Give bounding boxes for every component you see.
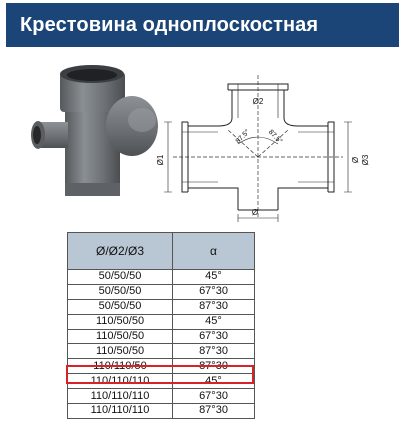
table-row (68, 329, 255, 344)
diameter-cell: 110/110/110 (68, 389, 173, 404)
phi-right-label: Ø (351, 156, 360, 164)
table-header-row (68, 233, 255, 270)
spec-table (67, 232, 255, 419)
diameter-cell: 110/110/110 (68, 374, 173, 389)
table-row (68, 374, 255, 389)
table-row-highlighted (68, 359, 255, 374)
angle-cell: 45° (173, 270, 255, 285)
table-row (68, 314, 255, 329)
angle-cell: 67°30 (173, 389, 255, 404)
table-row (68, 404, 255, 419)
diameter-cell: 110/110/50 (68, 359, 173, 374)
header-diameters: Ø/Ø2/Ø3 (68, 233, 173, 270)
diameter-cell: 110/50/50 (68, 344, 173, 359)
angle-left-label: 87.5° (234, 128, 252, 146)
angle-cell: 87°30 (173, 404, 255, 419)
diameter-cell: 50/50/50 (68, 299, 173, 314)
diameter-cell: 110/50/50 (68, 314, 173, 329)
cross-fitting-photo (20, 58, 165, 198)
diameter-cell: 50/50/50 (68, 270, 173, 285)
angle-right-label: 87.5° (266, 128, 284, 146)
angle-cell: 87°30 (173, 299, 255, 314)
phi2-label: Ø2 (252, 97, 264, 106)
table-row (68, 299, 255, 314)
phi1-label: Ø1 (156, 154, 165, 166)
angle-cell: 67°30 (173, 329, 255, 344)
diameter-cell: 110/50/50 (68, 329, 173, 344)
angle-cell: 87°30 (173, 344, 255, 359)
angle-cell: 45° (173, 374, 255, 389)
phi-bottom-label: Ø (251, 208, 259, 217)
table-row (68, 389, 255, 404)
technical-drawing (158, 60, 388, 225)
header-angle: α (173, 233, 255, 270)
phi3-label: Ø3 (361, 154, 370, 166)
angle-cell: 45° (173, 314, 255, 329)
table-row (68, 270, 255, 285)
diameter-cell: 50/50/50 (68, 284, 173, 299)
table-row (68, 284, 255, 299)
page-title: Крестовина одноплоскостная (20, 13, 319, 36)
title-bar (6, 3, 399, 47)
angle-cell: 87°30 (173, 359, 255, 374)
angle-cell: 67°30 (173, 284, 255, 299)
diameter-cell: 110/110/110 (68, 404, 173, 419)
table-row (68, 344, 255, 359)
